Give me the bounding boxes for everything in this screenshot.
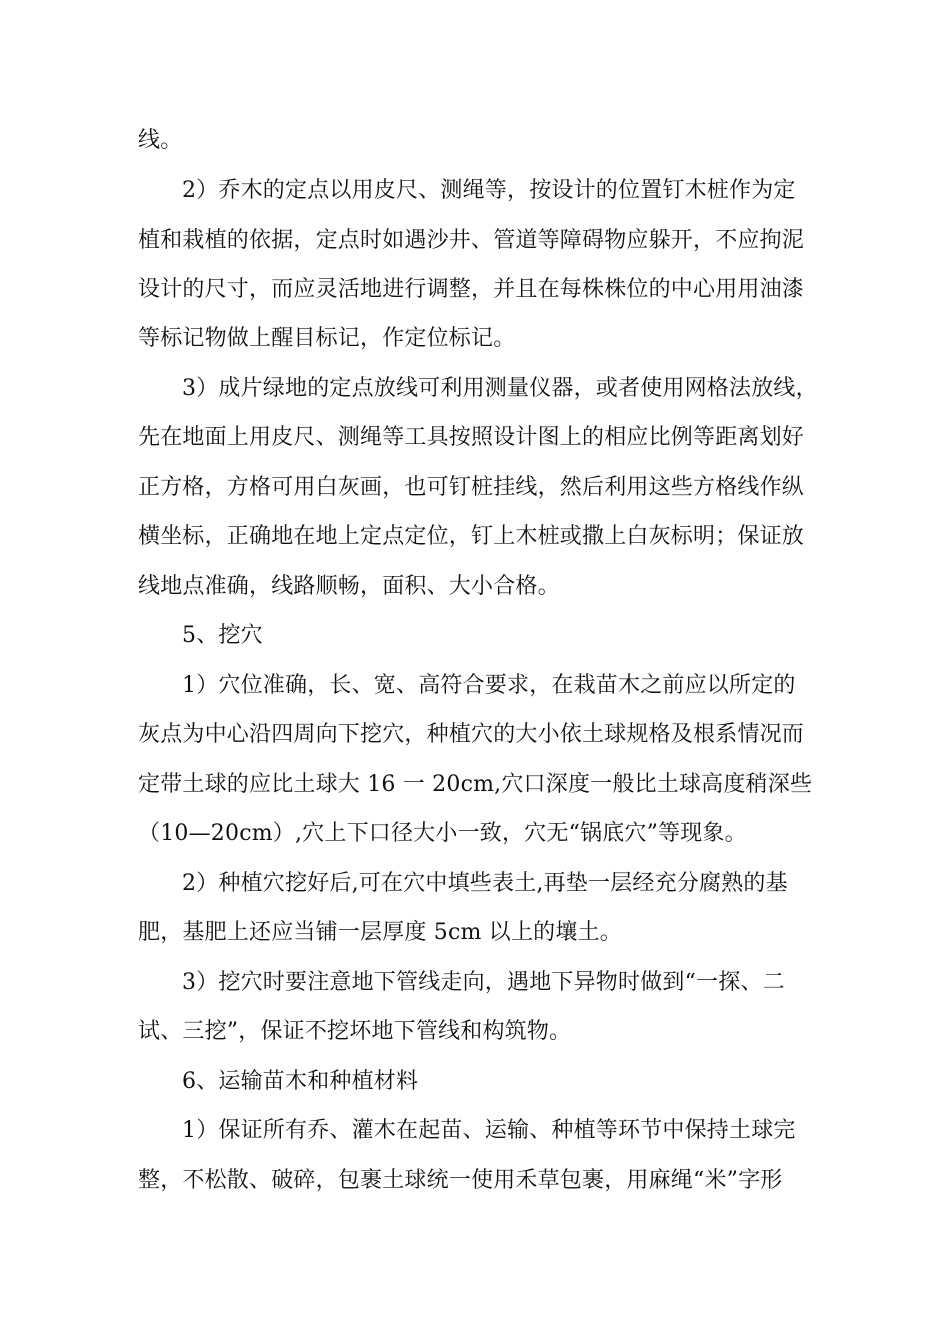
paragraph-5-3-start: 3）挖穴时要注意地下管线走向，遇地下异物时做到“一探、二 (182, 970, 785, 995)
text-line: 肥，基肥上还应当铺一层厚度 5cm 以上的壤土。 (138, 920, 622, 945)
paragraph-6-1-start: 1）保证所有乔、灌木在起苗、运输、种植等环节中保持土球完 (182, 1118, 796, 1143)
text-line: 线。 (138, 128, 183, 153)
text-line: 定带土球的应比土球大 16 一 20cm,穴口深度一般比土球高度稍深些 (138, 772, 813, 797)
text-line: （10—20cm）,穴上下口径大小一致，穴无“锅底穴”等现象。 (138, 821, 747, 846)
text-line: 整，不松散、破碎，包裹土球统一使用禾草包裹，用麻绳“米”字形 (138, 1168, 783, 1193)
section-heading-6: 6、运输苗木和种植材料 (182, 1069, 419, 1094)
paragraph-5-2-start: 2）种植穴挖好后,可在穴中填些表土,再垫一层经充分腐熟的基 (182, 871, 788, 896)
text-line: 正方格，方格可用白灰画，也可钉桩挂线，然后利用这些方格线作纵 (138, 475, 805, 500)
text-line: 植和栽植的依据，定点时如遇沙井、管道等障碍物应躲开，不应拘泥 (138, 228, 805, 253)
text-line: 先在地面上用皮尺、测绳等工具按照设计图上的相应比例等距离划好 (138, 425, 805, 450)
text-line: 线地点准确，线路顺畅，面积、大小合格。 (138, 574, 560, 599)
paragraph-3-start: 3）成片绿地的定点放线可利用测量仪器，或者使用网格法放线， (182, 376, 818, 401)
text-line: 试、三挖”，保证不挖坏地下管线和构筑物。 (138, 1019, 572, 1044)
text-line: 等标记物做上醒目标记，作定位标记。 (138, 326, 516, 351)
section-heading-5: 5、挖穴 (182, 623, 263, 648)
paragraph-2-start: 2）乔木的定点以用皮尺、测绳等，按设计的位置钉木桩作为定 (182, 178, 796, 203)
text-line: 设计的尺寸，而应灵活地进行调整，并且在每株株位的中心用用油漆 (138, 277, 805, 302)
text-line: 灰点为中心沿四周向下挖穴，种植穴的大小依土球规格及根系情况而 (138, 722, 805, 747)
paragraph-5-1-start: 1）穴位准确，长、宽、高符合要求，在栽苗木之前应以所定的 (182, 673, 796, 698)
text-line: 横坐标，正确地在地上定点定位，钉上木桩或撒上白灰标明；保证放 (138, 524, 805, 549)
